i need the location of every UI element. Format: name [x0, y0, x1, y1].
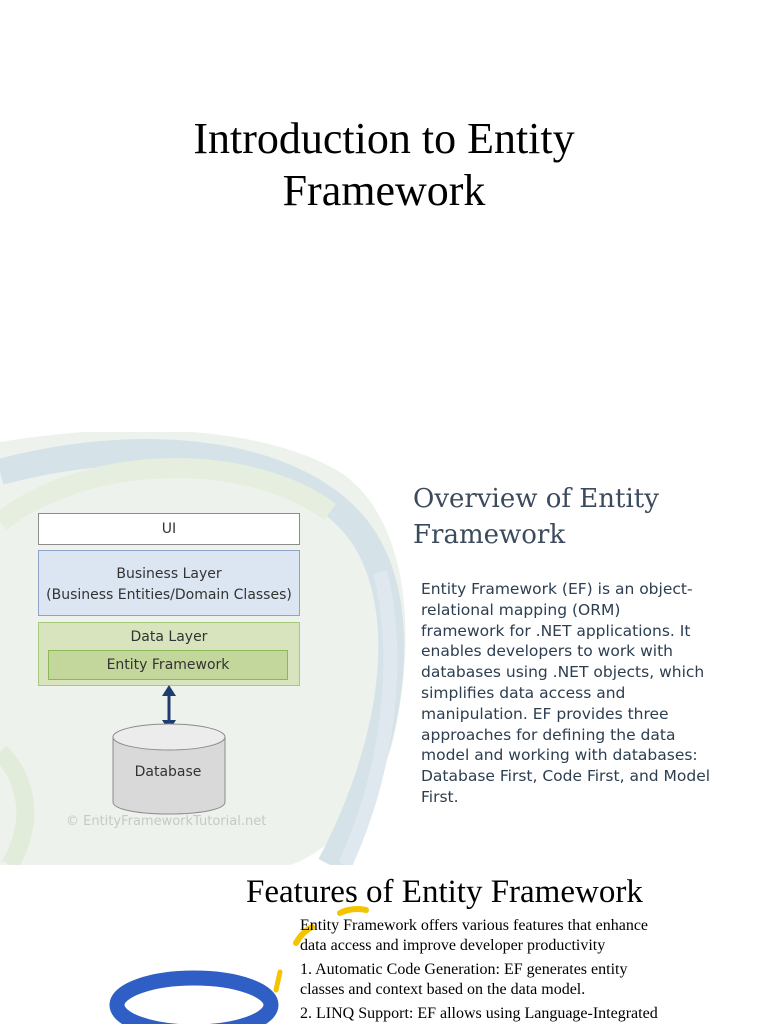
- slide-3-body: [300, 916, 730, 1026]
- database-label: Database: [134, 764, 202, 780]
- watermark: © EntityFrameworkTutorial.net: [66, 814, 267, 829]
- feature-line: classes and context based on the data model.: [300, 981, 586, 998]
- body-line: approaches for defining the data: [421, 725, 676, 744]
- architecture-diagram: [0, 432, 400, 865]
- database-outline-icon: [117, 978, 271, 1024]
- data-layer-label: Data Layer: [130, 629, 208, 645]
- slide-3-title: Features of Entity Framework: [246, 874, 643, 910]
- feature-line: data access and improve developer productivity: [300, 937, 606, 954]
- feature-line: Entity Framework offers various features that enhance: [300, 917, 649, 934]
- body-line: databases using .NET objects, which: [421, 663, 705, 682]
- ui-layer-box: UI: [38, 513, 300, 545]
- slide-1-title: [0, 113, 768, 217]
- slide-2-title: [413, 481, 743, 553]
- body-line: Entity Framework (EF) is an object-: [421, 580, 693, 598]
- body-line: model and working with databases:: [421, 746, 698, 765]
- slide-2-title-line-1: Overview of Entity: [413, 484, 659, 514]
- body-line: simplifies data access and: [421, 683, 626, 702]
- entity-framework-box: Entity Framework: [48, 650, 288, 680]
- feature-line: 2. LINQ Support: EF allows using Language-Integrated: [300, 1005, 658, 1022]
- body-line: framework for .NET applications. It: [421, 621, 691, 640]
- slide-1-title-line-1: Introduction to Entity: [193, 114, 575, 163]
- slide-2-body: [421, 579, 721, 808]
- feature-line: 1. Automatic Code Generation: EF generates entity: [300, 961, 628, 978]
- body-line: enables developers to work with: [421, 642, 673, 661]
- highlight-stroke-icon: [340, 909, 366, 913]
- body-line: Database First, Code First, and Model: [421, 767, 711, 786]
- business-layer-label: Business Layer: [116, 566, 222, 582]
- body-line: manipulation. EF provides three: [421, 704, 669, 723]
- slide-1-title-line-2: Framework: [282, 166, 486, 215]
- slide-2-title-line-2: Framework: [413, 520, 566, 550]
- business-layer-sublabel: (Business Entities/Domain Classes): [46, 587, 292, 603]
- diagram-connectors: [0, 432, 400, 865]
- body-line: First.: [421, 787, 459, 806]
- body-line: relational mapping (ORM): [421, 600, 621, 619]
- slide-2: [0, 432, 768, 865]
- highlight-stroke-icon: [276, 972, 280, 990]
